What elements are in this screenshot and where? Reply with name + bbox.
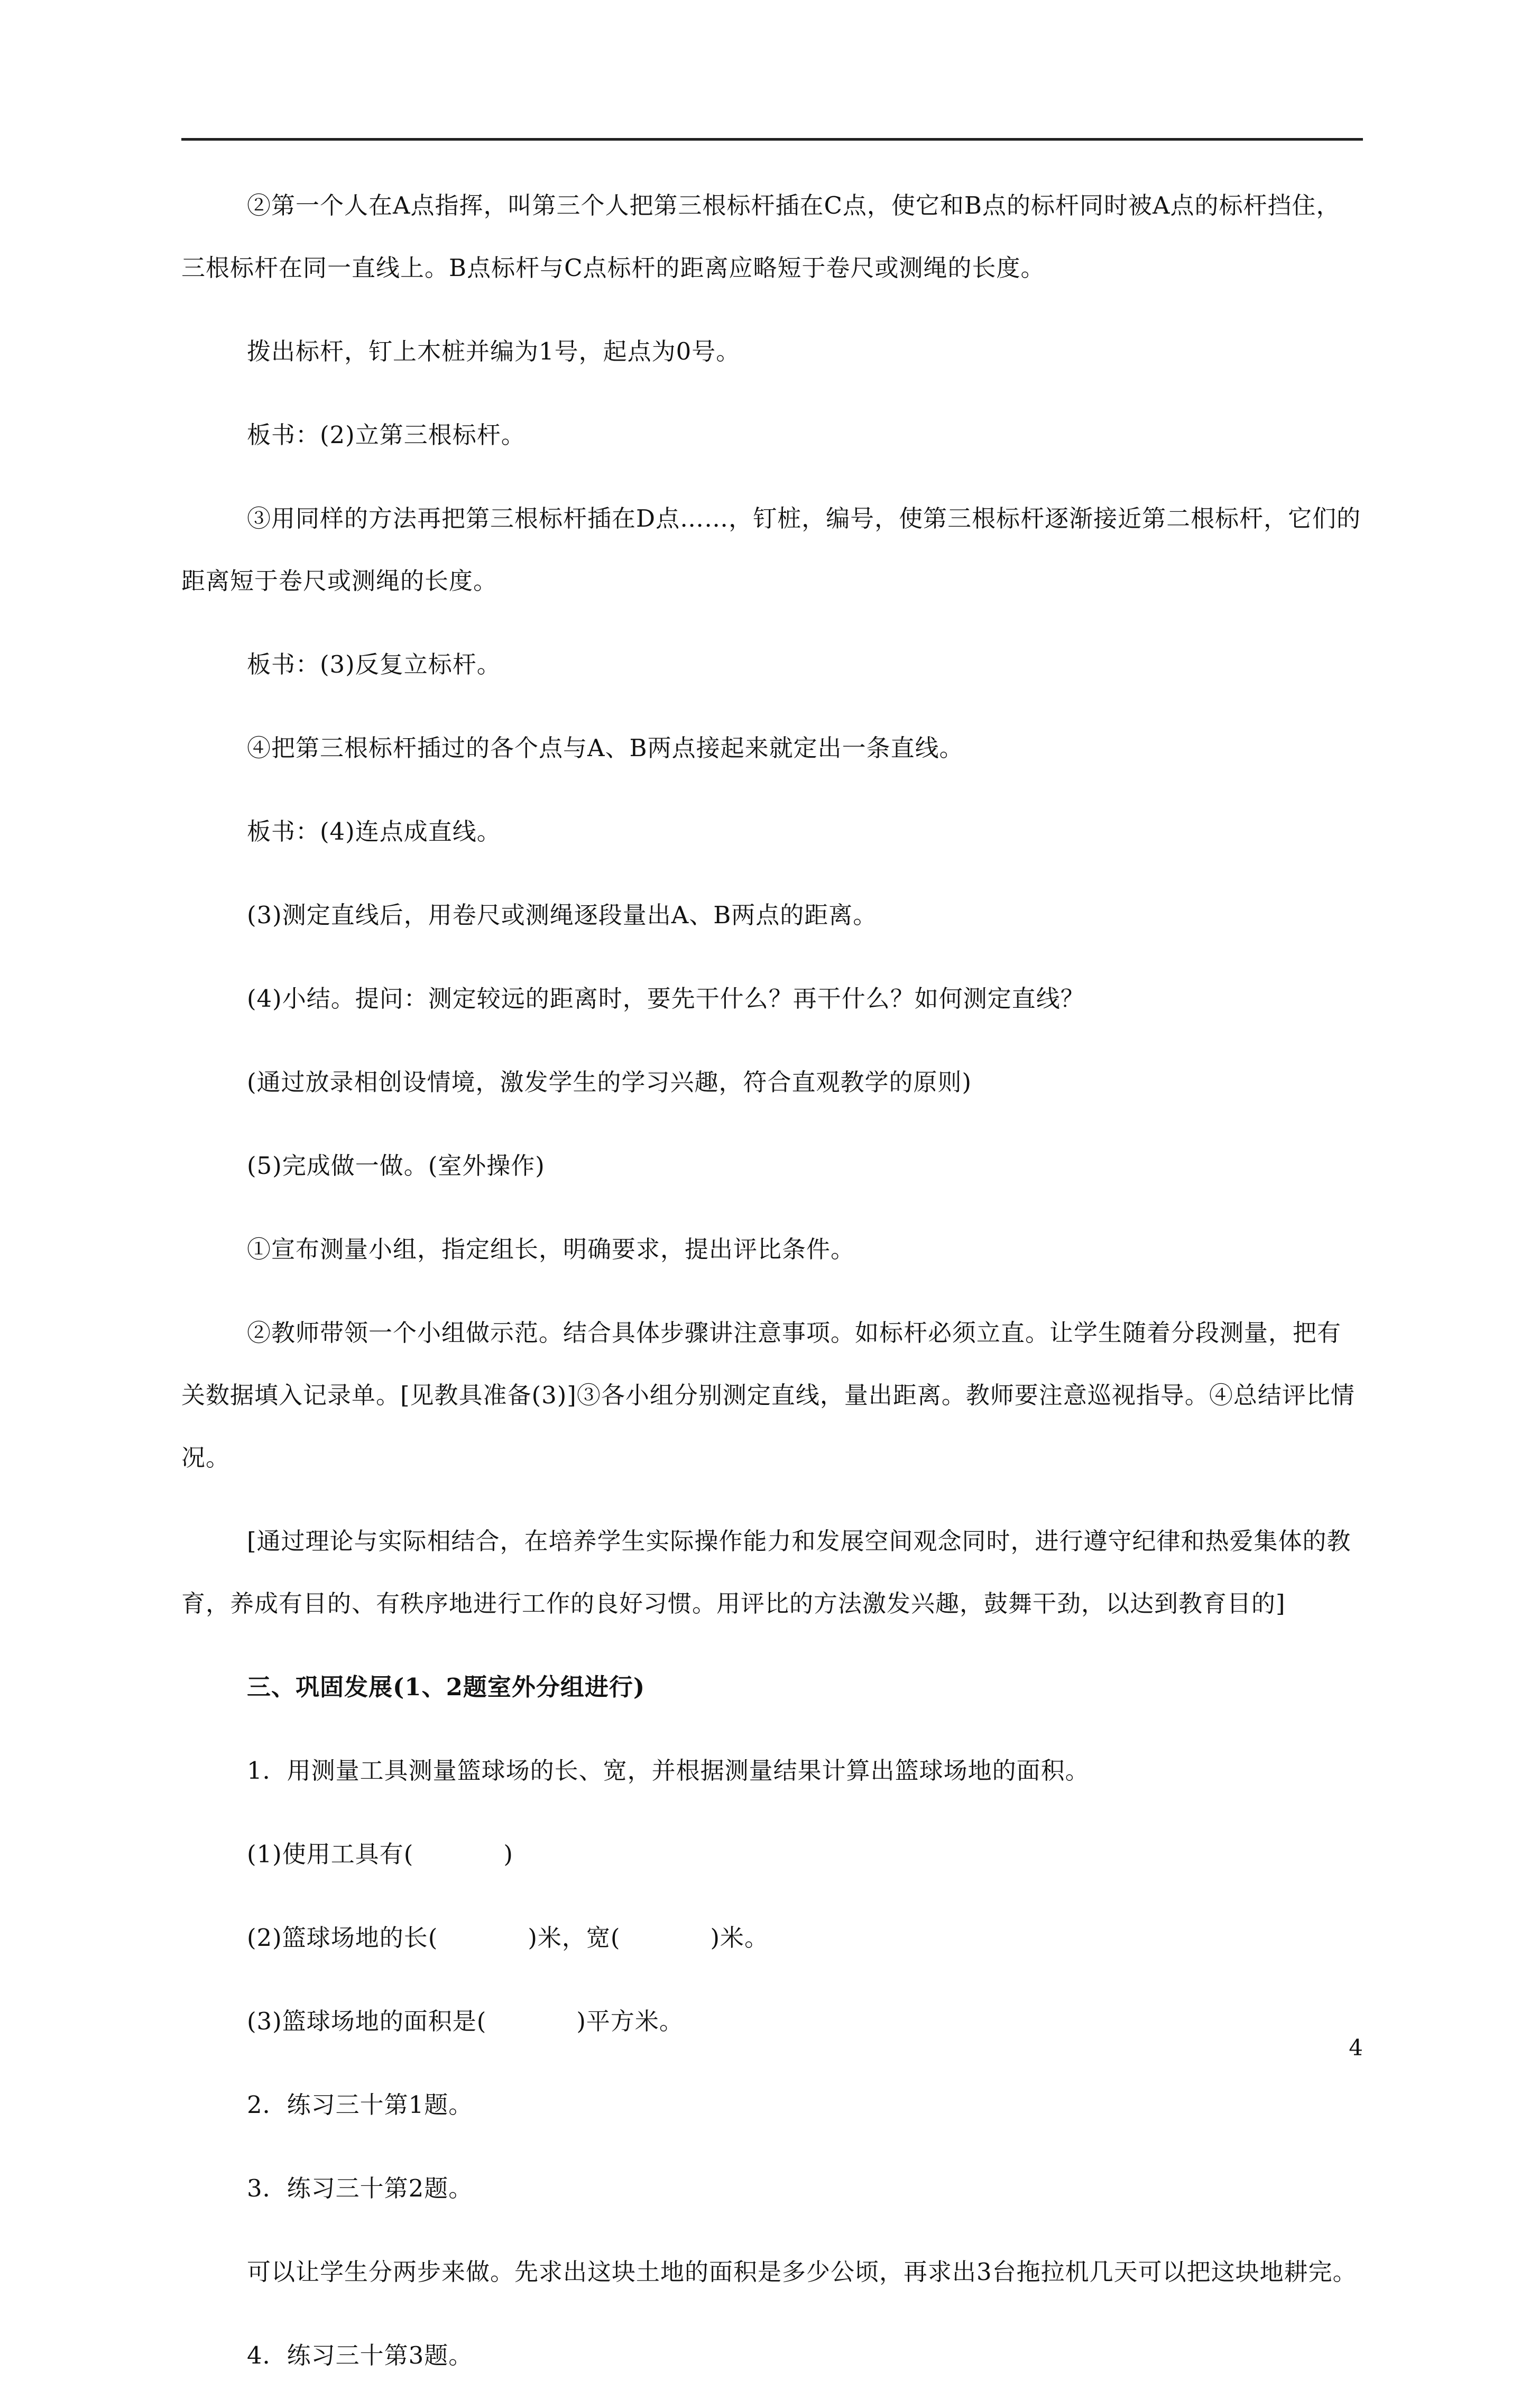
question-text: )平方米。 (576, 2007, 684, 2035)
paragraph: ④把第三根标杆插过的各个点与A、B两点接起来就定出一条直线。 (247, 734, 964, 762)
question-text: (1)使用工具有( (247, 1840, 414, 1868)
question-text: )米，宽( (528, 1924, 621, 1952)
paragraph: 板书：(2)立第三根标杆。 (247, 421, 526, 449)
question-text: (2)篮球场地的长( (247, 1924, 438, 1952)
paragraph: 板书：(4)连点成直线。 (247, 817, 501, 845)
paragraph: (5)完成做一做。(室外操作) (247, 1152, 545, 1180)
exercise-3-note: 可以让学生分两步来做。先求出这块土地的面积是多少公顷，再求出3台拖拉机几天可以把这块地耕完。 (247, 2258, 1357, 2286)
question-tools (181, 1823, 1363, 1886)
header-rule (181, 138, 1363, 141)
paragraph: ②教师带领一个小组做示范。结合具体步骤讲注意事项。如标杆必须立直。让学生随着分段测量，把有关数据填入记录单。[见教具准备(3)]③各小组分别测定直线，量出距离。教师要注意巡视指导。④总结评比情况。 (181, 1319, 1355, 1472)
paragraph: ②第一个人在A点指挥，叫第三个人把第三根标杆插在C点，使它和B点的标杆同时被A点的标杆挡住，三根标杆在同一直线上。B点标杆与C点标杆的距离应略短于卷尺或测绳的长度。 (181, 191, 1341, 282)
paragraph: (3)测定直线后，用卷尺或测绳逐段量出A、B两点的距离。 (247, 901, 878, 929)
paragraph: ③用同样的方法再把第三根标杆插在D点……，钉桩，编号，使第三根标杆逐渐接近第二根标杆，它们的距离短于卷尺或测绳的长度。 (181, 504, 1361, 595)
page-number: 4 (1349, 2035, 1363, 2061)
question-dimensions (181, 1907, 1363, 1969)
paragraph: ①宣布测量小组，指定组长，明确要求，提出评比条件。 (247, 1235, 855, 1263)
exercise-1: 1．用测量工具测量篮球场的长、宽，并根据测量结果计算出篮球场地的面积。 (247, 1757, 1090, 1785)
paragraph: 板书：(3)反复立标杆。 (247, 650, 501, 678)
question-area (181, 1990, 1363, 2053)
page-content (181, 174, 1363, 2408)
exercise-4: 4．练习三十第3题。 (247, 2341, 473, 2369)
section-heading: 三、巩固发展(1、2题室外分组进行) (247, 1673, 646, 1701)
question-text: (3)篮球场地的面积是( (247, 2007, 487, 2035)
paragraph: 拨出标杆，钉上木桩并编为1号，起点为0号。 (247, 337, 741, 365)
paragraph: (4)小结。提问：测定较远的距离时，要先干什么？再干什么？如何测定直线？ (247, 985, 1085, 1013)
exercise-3: 3．练习三十第2题。 (247, 2174, 473, 2202)
exercise-2: 2．练习三十第1题。 (247, 2091, 473, 2119)
paragraph: (通过放录相创设情境，激发学生的学习兴趣，符合直观教学的原则) (247, 1068, 972, 1096)
question-text: )米。 (710, 1924, 769, 1952)
paragraph: [通过理论与实际相结合，在培养学生实际操作能力和发展空间观念同时，进行遵守纪律和热爱集体的教育，养成有目的、有秩序地进行工作的良好习惯。用评比的方法激发兴趣，鼓舞干劲，以达到教育目的] (181, 1527, 1351, 1617)
question-text: ) (503, 1840, 513, 1868)
